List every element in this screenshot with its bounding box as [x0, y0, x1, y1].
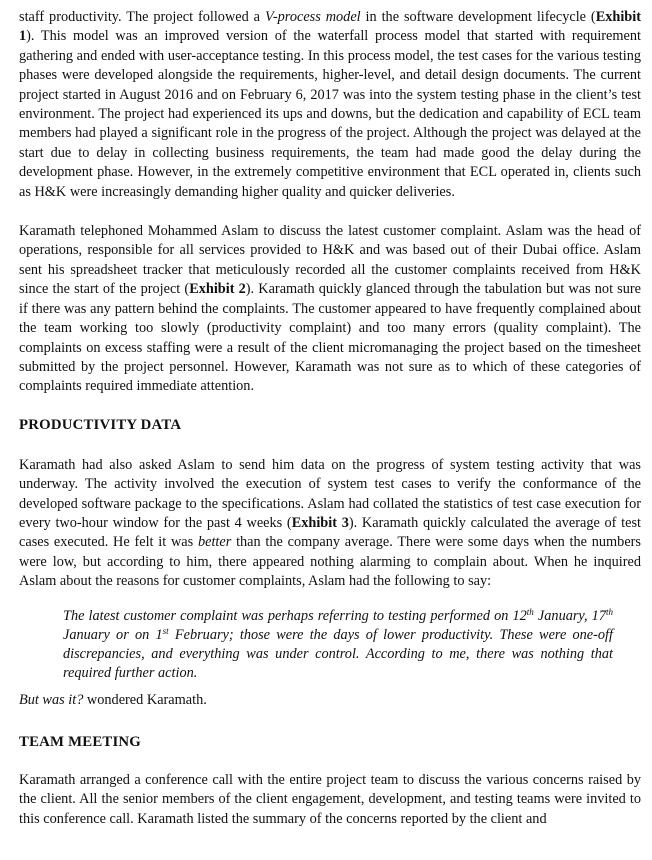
text: January or on 1 — [63, 626, 163, 643]
text: wondered Karamath. — [83, 691, 207, 708]
text: Karamath arranged a conference call with the entire project team to discuss the various concerns raised by the client. All the senior members of the client engagement, development, and testing teams were invited to this conference call. Karamath listed the summary of the concerns reported by the client and — [19, 771, 641, 827]
section-heading-productivity: PRODUCTIVITY DATA — [19, 416, 182, 433]
block-quote-aslam — [63, 607, 613, 683]
text: February; those were the days of lower productivity. These were one-off discrepancies, and everything was under control. According to me, there was nothing that required further action. — [63, 626, 614, 681]
text: Karamath had also asked Aslam to send him data on the progress of system testing activity that was underway. The activity involved the execution of system test cases to verify the conformance of the developed software package to the specifications. Aslam had collated the statistics of test case execution for every two-hour window for the past 4 weeks ( — [19, 456, 641, 531]
ordinal-suffix: st — [162, 625, 169, 636]
emphasis: better — [197, 534, 232, 551]
text: than the company average. There were some days when the numbers were low, but according to him, there appeared nothing alarming to complain about. When he inquired Aslam about the reasons for customer complaints, Aslam had the following to say: — [19, 534, 641, 590]
section-heading-team-meeting: TEAM MEETING — [19, 733, 142, 750]
paragraph-complaints — [19, 222, 641, 397]
text: Karamath telephoned Mohammed Aslam to discuss the latest customer complaint. Aslam was the head of operations, responsible for all services provided to H&K and was based out of their Dubai office. Aslam sent his spreadsheet tracker that meticulously recorded all the customer complaints received from H&K since the start of the project ( — [19, 223, 641, 298]
paragraph-team-meeting — [19, 771, 641, 829]
text: ). Karamath quickly glanced through the tabulation but was not sure if there was any pattern behind the complaints. The customer appeared to have frequently complained about the team working too slowly (productivity complaint) and too many errors (quality complaint). The complaints on excess staffing were a result of the client micromanaging the project based on the timesheet submitted by the project personnel. However, Karamath was not sure as to which of these categories of complaints required immediate attention. — [19, 281, 642, 395]
exhibit-1-ref: Exhibit 1 — [19, 9, 641, 45]
text: in the software development lifecycle ( — [360, 9, 596, 25]
document-page — [19, 8, 641, 829]
emphasis: But was it? — [19, 691, 84, 708]
paragraph-project-process — [19, 8, 641, 202]
v-process-term: V-process model — [264, 9, 361, 25]
paragraph-wondered — [19, 691, 641, 710]
text: January, 17 — [533, 607, 606, 624]
paragraph-productivity — [19, 456, 641, 592]
text: The latest customer complaint was perhaps referring to testing performed on 12 — [63, 607, 527, 624]
ordinal-suffix: th — [526, 606, 534, 617]
exhibit-2-ref: Exhibit 2 — [189, 281, 246, 298]
exhibit-3-ref: Exhibit 3 — [291, 514, 349, 531]
text: staff productivity. The project followed a — [19, 9, 265, 25]
text: ). This model was an improved version of the waterfall process model that started with requirement gathering and ended with user-acceptance testing. In this process model, the test cases for the various testing phases were developed alongside the requirements, higher-level, and detail design documents. The current project started in August 2016 and on February 6, 2017 was into the system testing phase in the client’s test environment. The project had experienced its ups and downs, but the dedication and capability of ECL team members had played a significant role in the progress of the project. Although the project was delayed at the start due to delay in collecting business requirements, the team had made good the delay during the development phase. However, in the extremely competitive environment that ECL operated in, clients such as H&K were increasingly demanding higher quality and quicker deliveries. — [19, 28, 641, 200]
text: ). Karamath quickly calculated the average of test cases executed. He felt it was — [19, 514, 642, 551]
ordinal-suffix: th — [605, 606, 613, 617]
